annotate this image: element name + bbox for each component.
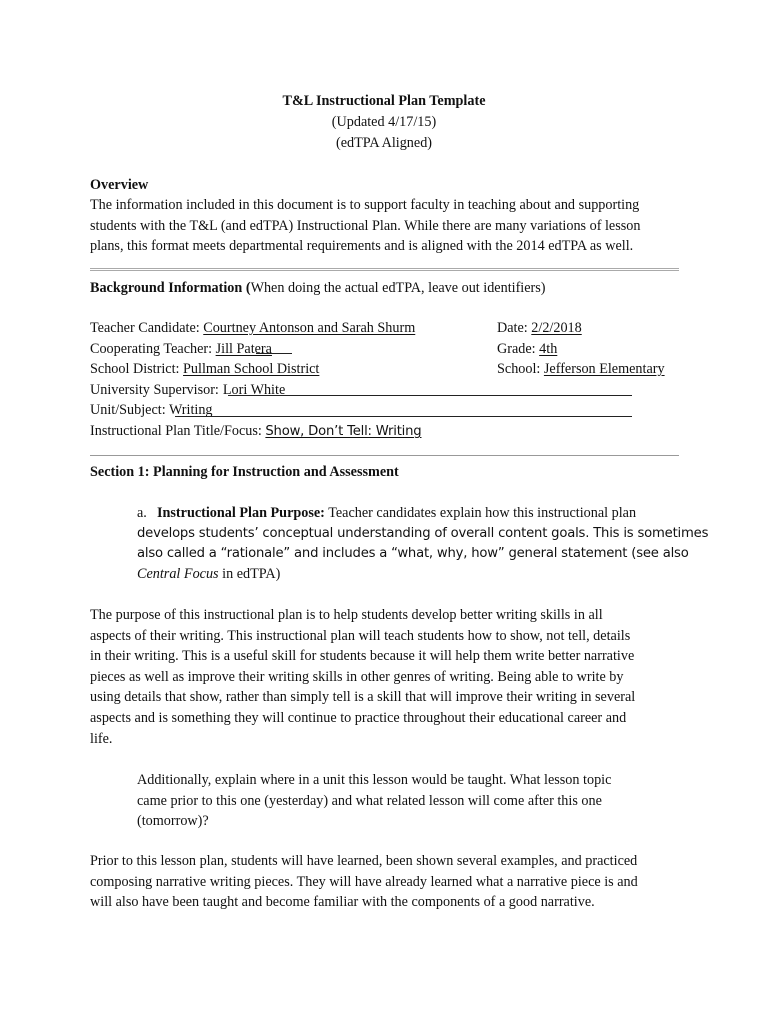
item-a-label: Instructional Plan Purpose: [157, 505, 325, 521]
school-label: School: [497, 361, 544, 377]
background-heading-note: When doing the actual edTPA, leave out identifiers) [250, 280, 546, 296]
purpose-line: The purpose of this instructional plan is to help students develop better writing skills in all [90, 607, 603, 623]
item-a-line [157, 503, 636, 524]
section1-heading: Section 1: Planning for Instruction and Assessment [90, 464, 399, 480]
document-title: T&L Instructional Plan Template [282, 93, 486, 109]
item-a-text: in edTPA) [218, 566, 281, 582]
date-label: Date: [497, 320, 532, 336]
additional-line: (tomorrow)? [137, 813, 209, 830]
item-a-marker: a. [137, 505, 147, 521]
school-district-label: School District: [90, 361, 184, 377]
school-district-value: Pullman School District [183, 361, 320, 377]
prior-line: composing narrative writing pieces. They will have already learned what a narrative piece is and [90, 873, 638, 890]
item-a-line: also called a “rationale” and includes a “what, why, how” general statement (see also [137, 546, 689, 561]
plan-title-label: Instructional Plan Title/Focus: [90, 423, 266, 439]
unit-value: Writing [168, 402, 213, 418]
section-divider [90, 268, 679, 271]
additional-line: came prior to this one (yesterday) and what related lesson will come after this one [137, 792, 602, 809]
overview-line: The information included in this document is to support faculty in teaching about and supporting [90, 197, 640, 213]
overview-heading: Overview [90, 177, 149, 193]
prior-line: Prior to this lesson plan, students will have learned, been shown several examples, and practiced [90, 853, 638, 869]
prior-line: will also have been taught and become familiar with the components of a good narrative. [90, 894, 595, 911]
school-value: Jefferson Elementary [543, 361, 665, 377]
plan-title-row [90, 421, 421, 443]
purpose-paragraph [90, 605, 690, 749]
purpose-line: aspects of their writing. This instructional plan will teach students how to show, not tell, details [90, 627, 631, 644]
purpose-line: aspects and is something they will continue to practice throughout their educational career and [90, 709, 627, 726]
purpose-line: life. [90, 730, 113, 747]
school-row [497, 359, 665, 380]
unit-label: Unit/Subject: [90, 402, 169, 418]
section-divider [90, 455, 679, 456]
grade-label: Grade: [497, 341, 540, 357]
supervisor-row [90, 380, 285, 401]
purpose-line: in their writing. This is a useful skill for students because it will help them write better narrative [90, 648, 635, 665]
edtpa-aligned: (edTPA Aligned) [335, 135, 433, 151]
updated-date: (Updated 4/17/15) [331, 114, 437, 130]
purpose-line: using details that show, rather than simply tell is a skill that will improve their writing in several [90, 689, 636, 706]
cooperating-teacher-row [90, 339, 272, 360]
item-a-text: Teacher candidates explain how this instructional plan [324, 505, 637, 521]
school-district-row [90, 359, 319, 380]
grade-row [497, 339, 557, 360]
background-heading [90, 278, 546, 299]
additional-line: Additionally, explain where in a unit this lesson would be taught. What lesson topic [137, 772, 612, 788]
unit-underline [175, 416, 632, 417]
central-focus-term: Central Focus [137, 566, 219, 582]
overview-line: plans, this format meets departmental requirements and is aligned with the 2014 edTPA as well. [90, 238, 634, 255]
item-a-line [137, 564, 280, 585]
supervisor-value: Lori White [222, 382, 286, 398]
item-a-line: develops students’ conceptual understanding of overall content goals. This is sometimes [137, 526, 709, 541]
teacher-candidate-value: Courtney Antonson and Sarah Shurm [203, 320, 416, 336]
cooperating-teacher-label: Cooperating Teacher: [90, 341, 216, 357]
unit-row [90, 400, 213, 421]
date-value: 2/2/2018 [531, 320, 582, 336]
purpose-line: pieces as well as improve their writing skills in other genres of writing. Being able to write by [90, 668, 624, 685]
supervisor-underline [228, 395, 632, 396]
grade-value: 4th [539, 341, 558, 357]
teacher-candidate-row [90, 318, 415, 339]
date-row [497, 318, 582, 339]
overview-line: students with the T&L (and edTPA) Instructional Plan. While there are many variations of lesson [90, 217, 641, 234]
overview-paragraph [90, 195, 690, 257]
additional-prompt [137, 770, 737, 832]
cooperating-teacher-value: Jill Patera [215, 341, 272, 357]
prior-paragraph [90, 851, 690, 913]
cooperating-teacher-underline [256, 353, 292, 354]
teacher-candidate-label: Teacher Candidate: [90, 320, 204, 336]
supervisor-label: University Supervisor: [90, 382, 219, 398]
plan-title-value: Show, Don’t Tell: Writing [265, 424, 422, 439]
background-heading-label: Background Information ( [90, 280, 251, 296]
